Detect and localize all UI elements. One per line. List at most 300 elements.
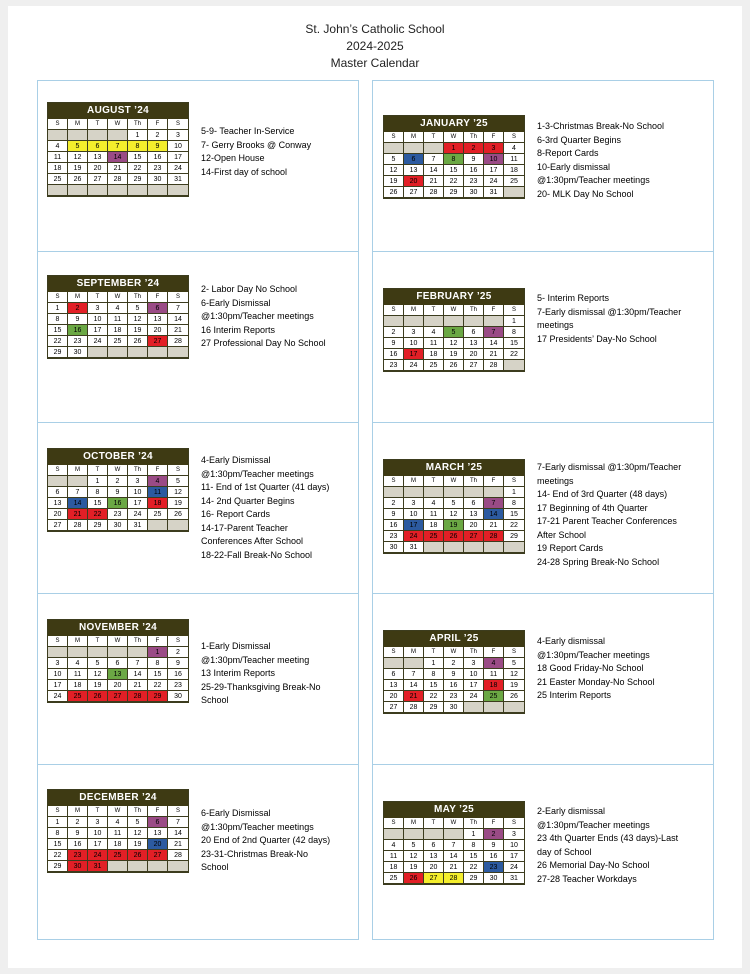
day-cell: 22 <box>424 691 444 702</box>
day-cell: 28 <box>484 531 504 542</box>
empty-day-cell <box>484 542 504 553</box>
day-cell: 22 <box>48 850 68 861</box>
day-cell: 30 <box>444 702 464 713</box>
day-cell: 22 <box>464 862 484 873</box>
weekday-header: S <box>48 806 68 817</box>
day-cell: 18 <box>148 498 168 509</box>
day-cell: 14 <box>484 509 504 520</box>
calendar-november <box>47 619 189 703</box>
weekday-header: M <box>68 292 88 303</box>
weekday-header: Th <box>464 132 484 143</box>
weekday-header: T <box>424 305 444 316</box>
day-cell: 23 <box>168 680 188 691</box>
day-cell: 21 <box>108 163 128 174</box>
day-cell: 12 <box>88 669 108 680</box>
day-cell: 26 <box>444 531 464 542</box>
day-cell: 29 <box>48 347 68 358</box>
day-cell: 18 <box>384 862 404 873</box>
empty-day-cell <box>148 185 168 196</box>
weekday-header: Th <box>128 806 148 817</box>
day-cell: 9 <box>484 840 504 851</box>
calendar-october <box>47 448 189 532</box>
empty-day-cell <box>148 347 168 358</box>
day-cell: 31 <box>128 520 148 531</box>
day-cell: 4 <box>68 658 88 669</box>
day-cell: 21 <box>68 509 88 520</box>
day-cell: 20 <box>148 839 168 850</box>
day-cell: 19 <box>404 862 424 873</box>
day-cell: 10 <box>404 338 424 349</box>
day-cell: 18 <box>48 163 68 174</box>
day-cell: 25 <box>384 873 404 884</box>
weekday-header: S <box>384 647 404 658</box>
day-cell: 8 <box>48 828 68 839</box>
day-cell: 21 <box>404 691 424 702</box>
empty-day-cell <box>404 658 424 669</box>
month-title: JANUARY ’25 <box>384 116 524 132</box>
day-cell: 10 <box>128 487 148 498</box>
day-cell: 16 <box>148 152 168 163</box>
empty-day-cell <box>424 542 444 553</box>
day-cell: 19 <box>444 520 464 531</box>
day-cell: 7 <box>68 487 88 498</box>
day-cell: 15 <box>48 839 68 850</box>
day-cell: 5 <box>404 840 424 851</box>
calendar-december <box>47 789 189 873</box>
month-title: APRIL ’25 <box>384 631 524 647</box>
day-cell: 22 <box>48 336 68 347</box>
day-cell: 8 <box>48 314 68 325</box>
empty-day-cell <box>404 487 424 498</box>
day-cell: 14 <box>128 669 148 680</box>
weekday-header: S <box>384 476 404 487</box>
day-cell: 7 <box>424 154 444 165</box>
day-cell: 9 <box>108 487 128 498</box>
day-cell: 18 <box>68 680 88 691</box>
empty-day-cell <box>504 360 524 371</box>
day-cell: 21 <box>444 862 464 873</box>
day-cell: 26 <box>88 691 108 702</box>
day-cell: 30 <box>464 187 484 198</box>
weekday-header: T <box>88 119 108 130</box>
empty-day-cell <box>168 861 188 872</box>
day-cell: 31 <box>504 873 524 884</box>
day-cell: 15 <box>504 338 524 349</box>
empty-day-cell <box>444 829 464 840</box>
empty-day-cell <box>424 143 444 154</box>
empty-day-cell <box>88 347 108 358</box>
day-cell: 3 <box>128 476 148 487</box>
day-cell: 29 <box>88 520 108 531</box>
weekday-header: W <box>108 636 128 647</box>
day-cell: 6 <box>404 154 424 165</box>
day-cell: 2 <box>68 817 88 828</box>
weekday-header: M <box>68 806 88 817</box>
day-cell: 27 <box>148 850 168 861</box>
day-cell: 27 <box>108 691 128 702</box>
day-cell: 1 <box>48 303 68 314</box>
day-cell: 16 <box>484 851 504 862</box>
weekday-header: S <box>168 636 188 647</box>
day-cell: 31 <box>484 187 504 198</box>
day-cell: 12 <box>384 165 404 176</box>
day-cell: 24 <box>48 691 68 702</box>
month-title: AUGUST ’24 <box>48 103 188 119</box>
event-notes-october: 4-Early Dismissal @1:30pm/Teacher meetings 11- End of 1st Quarter (41 days) 14- 2nd Quarter Begins 16- Report Cards 14-17-Parent Teacher Conferences After School 18-22-Fall Break-No School <box>201 455 330 560</box>
day-cell: 23 <box>68 336 88 347</box>
day-cell: 22 <box>148 680 168 691</box>
day-cell: 8 <box>504 327 524 338</box>
weekday-header: S <box>504 818 524 829</box>
event-notes-december: 6-Early Dismissal @1:30pm/Teacher meetings 20 End of 2nd Quarter (42 days) 23-31-Christmas Break-No School <box>201 808 331 872</box>
empty-day-cell <box>128 647 148 658</box>
day-cell: 7 <box>444 840 464 851</box>
day-cell: 18 <box>108 839 128 850</box>
day-cell: 19 <box>88 680 108 691</box>
day-cell: 26 <box>504 691 524 702</box>
day-cell: 23 <box>444 691 464 702</box>
weekday-header: M <box>404 818 424 829</box>
day-cell: 17 <box>88 325 108 336</box>
day-cell: 15 <box>424 680 444 691</box>
weekday-header: S <box>168 465 188 476</box>
day-cell: 24 <box>484 176 504 187</box>
day-cell: 19 <box>168 498 188 509</box>
day-cell: 27 <box>464 360 484 371</box>
month-title: OCTOBER ’24 <box>48 449 188 465</box>
day-cell: 22 <box>504 520 524 531</box>
empty-day-cell <box>48 476 68 487</box>
empty-day-cell <box>484 487 504 498</box>
day-cell: 28 <box>424 187 444 198</box>
month-title: NOVEMBER ’24 <box>48 620 188 636</box>
empty-day-cell <box>108 347 128 358</box>
day-cell: 26 <box>404 873 424 884</box>
empty-day-cell <box>404 316 424 327</box>
calendar-march <box>383 459 525 554</box>
day-cell: 10 <box>484 154 504 165</box>
day-cell: 11 <box>148 487 168 498</box>
day-cell: 6 <box>464 498 484 509</box>
weekday-header: W <box>444 476 464 487</box>
day-cell: 13 <box>464 338 484 349</box>
day-cell: 10 <box>504 840 524 851</box>
day-cell: 13 <box>88 152 108 163</box>
calendar-august <box>47 102 189 197</box>
day-cell: 9 <box>384 509 404 520</box>
day-cell: 29 <box>444 187 464 198</box>
empty-day-cell <box>424 487 444 498</box>
day-cell: 24 <box>88 336 108 347</box>
weekday-header: S <box>384 305 404 316</box>
weekday-header: S <box>168 806 188 817</box>
day-cell: 13 <box>108 669 128 680</box>
day-cell: 1 <box>424 658 444 669</box>
empty-day-cell <box>68 185 88 196</box>
day-cell: 27 <box>48 520 68 531</box>
day-cell: 1 <box>464 829 484 840</box>
day-cell: 12 <box>404 851 424 862</box>
month-title: FEBRUARY ’25 <box>384 289 524 305</box>
day-cell: 3 <box>88 303 108 314</box>
day-cell: 2 <box>148 130 168 141</box>
day-cell: 4 <box>108 817 128 828</box>
day-cell: 16 <box>168 669 188 680</box>
day-cell: 13 <box>464 509 484 520</box>
day-cell: 11 <box>68 669 88 680</box>
weekday-header: S <box>504 647 524 658</box>
day-cell: 17 <box>504 851 524 862</box>
day-cell: 3 <box>168 130 188 141</box>
day-cell: 11 <box>424 338 444 349</box>
empty-day-cell <box>168 347 188 358</box>
day-cell: 9 <box>384 338 404 349</box>
weekday-header: M <box>68 636 88 647</box>
month-title: DECEMBER ’24 <box>48 790 188 806</box>
calendar-february <box>383 288 525 372</box>
day-cell: 16 <box>384 520 404 531</box>
day-cell: 17 <box>48 680 68 691</box>
weekday-header: Th <box>128 465 148 476</box>
day-cell: 27 <box>424 873 444 884</box>
empty-day-cell <box>128 185 148 196</box>
day-cell: 4 <box>148 476 168 487</box>
day-cell: 30 <box>68 347 88 358</box>
day-cell: 2 <box>444 658 464 669</box>
day-cell: 24 <box>128 509 148 520</box>
day-cell: 16 <box>384 349 404 360</box>
day-cell: 28 <box>168 336 188 347</box>
day-cell: 30 <box>168 691 188 702</box>
day-cell: 28 <box>168 850 188 861</box>
day-cell: 24 <box>404 531 424 542</box>
day-cell: 26 <box>68 174 88 185</box>
school-year: 2024-2025 <box>346 39 404 53</box>
calendar-may <box>383 801 525 885</box>
day-cell: 5 <box>128 303 148 314</box>
day-cell: 21 <box>128 680 148 691</box>
empty-day-cell <box>384 829 404 840</box>
weekday-header: S <box>48 292 68 303</box>
day-cell: 11 <box>504 154 524 165</box>
day-cell: 17 <box>128 498 148 509</box>
weekday-header: F <box>484 647 504 658</box>
day-cell: 5 <box>88 658 108 669</box>
day-cell: 13 <box>424 851 444 862</box>
weekday-header: Th <box>464 476 484 487</box>
weekday-header: W <box>444 132 464 143</box>
day-cell: 1 <box>148 647 168 658</box>
day-cell: 3 <box>404 498 424 509</box>
empty-day-cell <box>384 487 404 498</box>
weekday-header: S <box>168 119 188 130</box>
day-cell: 4 <box>484 658 504 669</box>
empty-day-cell <box>108 130 128 141</box>
day-cell: 1 <box>444 143 464 154</box>
day-cell: 6 <box>108 658 128 669</box>
day-cell: 12 <box>444 509 464 520</box>
day-cell: 19 <box>68 163 88 174</box>
day-cell: 17 <box>88 839 108 850</box>
day-cell: 20 <box>404 176 424 187</box>
day-cell: 29 <box>148 691 168 702</box>
day-cell: 29 <box>48 861 68 872</box>
day-cell: 29 <box>128 174 148 185</box>
empty-day-cell <box>68 647 88 658</box>
month-title: MAY ’25 <box>384 802 524 818</box>
day-cell: 9 <box>68 314 88 325</box>
day-cell: 4 <box>108 303 128 314</box>
day-cell: 31 <box>168 174 188 185</box>
day-cell: 27 <box>88 174 108 185</box>
empty-day-cell <box>108 861 128 872</box>
day-cell: 17 <box>404 349 424 360</box>
day-cell: 8 <box>504 498 524 509</box>
weekday-header: F <box>148 119 168 130</box>
day-cell: 2 <box>108 476 128 487</box>
day-cell: 26 <box>128 850 148 861</box>
empty-day-cell <box>464 702 484 713</box>
day-cell: 19 <box>504 680 524 691</box>
empty-day-cell <box>384 658 404 669</box>
day-cell: 20 <box>424 862 444 873</box>
weekday-header: Th <box>464 647 484 658</box>
day-cell: 27 <box>384 702 404 713</box>
day-cell: 27 <box>148 336 168 347</box>
day-cell: 13 <box>148 314 168 325</box>
day-cell: 2 <box>168 647 188 658</box>
day-cell: 7 <box>168 303 188 314</box>
weekday-header: W <box>444 305 464 316</box>
day-cell: 15 <box>504 509 524 520</box>
day-cell: 30 <box>68 861 88 872</box>
day-cell: 16 <box>68 325 88 336</box>
weekday-header: F <box>148 292 168 303</box>
weekday-header: F <box>484 818 504 829</box>
day-cell: 28 <box>484 360 504 371</box>
day-cell: 30 <box>384 542 404 553</box>
day-cell: 9 <box>464 154 484 165</box>
day-cell: 3 <box>48 658 68 669</box>
day-cell: 5 <box>168 476 188 487</box>
day-cell: 15 <box>128 152 148 163</box>
day-cell: 23 <box>464 176 484 187</box>
day-cell: 28 <box>404 702 424 713</box>
weekday-header: T <box>424 818 444 829</box>
empty-day-cell <box>444 316 464 327</box>
day-cell: 6 <box>464 327 484 338</box>
day-cell: 20 <box>384 691 404 702</box>
day-cell: 25 <box>504 176 524 187</box>
weekday-header: W <box>108 119 128 130</box>
day-cell: 10 <box>48 669 68 680</box>
weekday-header: Th <box>464 818 484 829</box>
day-cell: 26 <box>444 360 464 371</box>
day-cell: 18 <box>504 165 524 176</box>
day-cell: 24 <box>88 850 108 861</box>
day-cell: 20 <box>48 509 68 520</box>
day-cell: 10 <box>404 509 424 520</box>
weekday-header: T <box>424 476 444 487</box>
weekday-header: Th <box>464 305 484 316</box>
day-cell: 10 <box>88 314 108 325</box>
empty-day-cell <box>88 647 108 658</box>
empty-day-cell <box>68 476 88 487</box>
empty-day-cell <box>384 143 404 154</box>
weekday-header: T <box>88 465 108 476</box>
weekday-header: M <box>404 476 424 487</box>
day-cell: 11 <box>384 851 404 862</box>
day-cell: 8 <box>88 487 108 498</box>
day-cell: 7 <box>108 141 128 152</box>
weekday-header: T <box>88 806 108 817</box>
empty-day-cell <box>424 829 444 840</box>
empty-day-cell <box>48 647 68 658</box>
weekday-header: F <box>148 806 168 817</box>
day-cell: 27 <box>464 531 484 542</box>
day-cell: 14 <box>108 152 128 163</box>
day-cell: 5 <box>504 658 524 669</box>
day-cell: 23 <box>384 531 404 542</box>
day-cell: 27 <box>404 187 424 198</box>
day-cell: 14 <box>484 338 504 349</box>
day-cell: 20 <box>88 163 108 174</box>
day-cell: 24 <box>168 163 188 174</box>
day-cell: 28 <box>108 174 128 185</box>
day-cell: 12 <box>504 669 524 680</box>
day-cell: 14 <box>168 828 188 839</box>
day-cell: 4 <box>48 141 68 152</box>
empty-day-cell <box>504 187 524 198</box>
day-cell: 11 <box>48 152 68 163</box>
empty-day-cell <box>48 185 68 196</box>
day-cell: 26 <box>128 336 148 347</box>
day-cell: 31 <box>88 861 108 872</box>
day-cell: 26 <box>168 509 188 520</box>
empty-day-cell <box>464 542 484 553</box>
day-cell: 25 <box>424 360 444 371</box>
day-cell: 24 <box>464 691 484 702</box>
day-cell: 7 <box>484 327 504 338</box>
day-cell: 29 <box>424 702 444 713</box>
empty-day-cell <box>504 542 524 553</box>
day-cell: 18 <box>108 325 128 336</box>
day-cell: 14 <box>424 165 444 176</box>
weekday-header: M <box>404 132 424 143</box>
weekday-header: T <box>424 132 444 143</box>
day-cell: 31 <box>404 542 424 553</box>
weekday-header: T <box>424 647 444 658</box>
day-cell: 20 <box>464 349 484 360</box>
weekday-header: Th <box>128 292 148 303</box>
day-cell: 12 <box>168 487 188 498</box>
day-cell: 21 <box>168 839 188 850</box>
day-cell: 2 <box>68 303 88 314</box>
day-cell: 18 <box>424 349 444 360</box>
day-cell: 25 <box>484 691 504 702</box>
day-cell: 8 <box>464 840 484 851</box>
day-cell: 9 <box>444 669 464 680</box>
event-notes-january: 1-3-Christmas Break-No School 6-3rd Quarter Begins 8-Report Cards 10-Early dismissal @1:30pm/Teacher meetings 20- MLK Day No School <box>537 121 665 199</box>
day-cell: 1 <box>128 130 148 141</box>
weekday-header: S <box>48 465 68 476</box>
day-cell: 20 <box>464 520 484 531</box>
event-notes-september: 2- Labor Day No School 6-Early Dismissal @1:30pm/Teacher meetings 16 Interim Reports 27 Professional Day No School <box>201 284 326 348</box>
day-cell: 14 <box>444 851 464 862</box>
day-cell: 14 <box>168 314 188 325</box>
day-cell: 9 <box>168 658 188 669</box>
day-cell: 4 <box>504 143 524 154</box>
